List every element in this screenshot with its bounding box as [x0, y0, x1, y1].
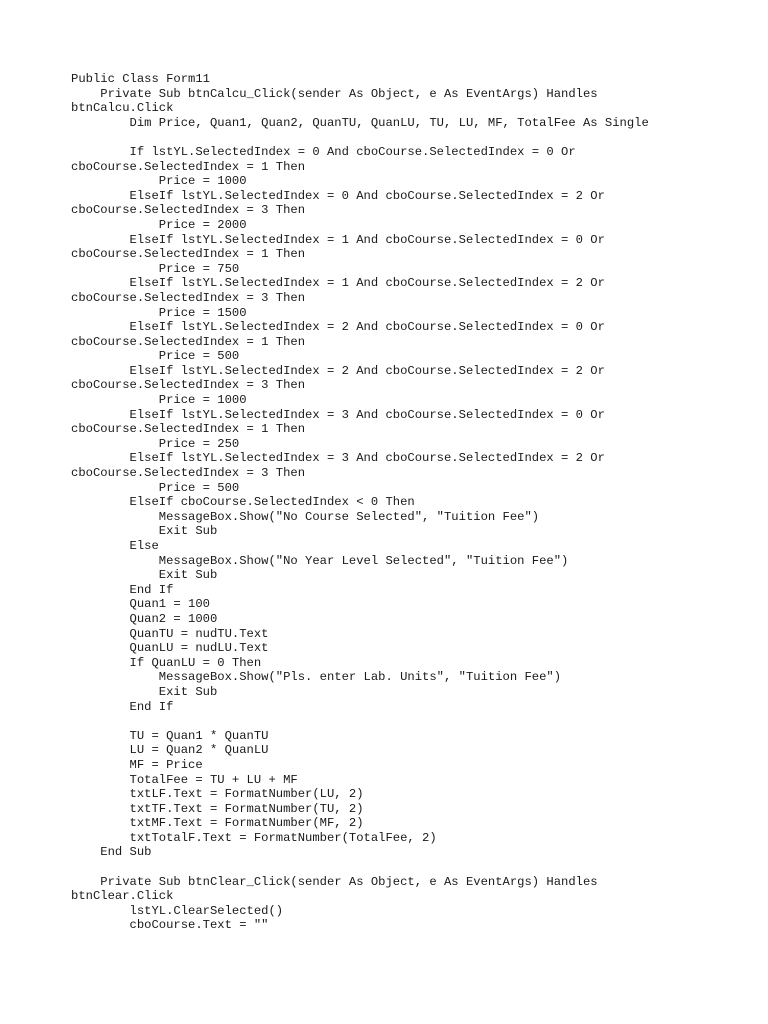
code-line: ElseIf cboCourse.SelectedIndex < 0 Then — [71, 495, 415, 510]
code-line: btnClear.Click — [71, 889, 174, 904]
code-line: cboCourse.SelectedIndex = 3 Then — [71, 203, 306, 218]
code-line: Price = 1000 — [71, 393, 247, 408]
code-line: End If — [71, 582, 174, 597]
code-line — [71, 714, 731, 729]
code-line: ElseIf lstYL.SelectedIndex = 0 And cboCourse.SelectedIndex = 2 Or — [71, 188, 605, 203]
code-line: cboCourse.SelectedIndex = 3 Then — [71, 378, 306, 393]
code-line: QuanTU = nudTU.Text — [71, 626, 269, 641]
code-line: Public Class Form11 — [71, 72, 210, 86]
code-line: ElseIf lstYL.SelectedIndex = 2 And cboCourse.SelectedIndex = 0 Or — [71, 320, 605, 335]
code-line: Price = 1000 — [71, 174, 247, 189]
code-line: MessageBox.Show("Pls. enter Lab. Units", "Tuition Fee") — [71, 670, 562, 685]
code-line: Else — [71, 539, 159, 553]
code-line: LU = Quan2 * QuanLU — [71, 743, 269, 758]
code-line: Exit Sub — [71, 568, 218, 583]
code-line: Price = 500 — [71, 349, 240, 364]
code-line: TotalFee = TU + LU + MF — [71, 772, 298, 787]
code-line: Price = 500 — [71, 480, 240, 495]
code-line: ElseIf lstYL.SelectedIndex = 3 And cboCourse.SelectedIndex = 0 Or — [71, 407, 605, 422]
code-line: ElseIf lstYL.SelectedIndex = 1 And cboCourse.SelectedIndex = 2 Or — [71, 276, 605, 291]
code-line: If QuanLU = 0 Then — [71, 655, 262, 670]
code-line: If lstYL.SelectedIndex = 0 And cboCourse.SelectedIndex = 0 Or — [71, 144, 576, 159]
code-line: cboCourse.SelectedIndex = 1 Then — [71, 422, 306, 437]
code-line: txtTF.Text = FormatNumber(TU, 2) — [71, 801, 364, 816]
code-line: ElseIf lstYL.SelectedIndex = 1 And cboCourse.SelectedIndex = 0 Or — [71, 232, 605, 247]
code-line: lstYL.ClearSelected() — [71, 903, 284, 918]
code-line: Price = 1500 — [71, 305, 247, 320]
code-line: Exit Sub — [71, 684, 218, 699]
code-line: End Sub — [71, 845, 152, 860]
code-line: txtTotalF.Text = FormatNumber(TotalFee, 2) — [71, 830, 437, 845]
code-line: Quan1 = 100 — [71, 597, 210, 612]
code-line: Quan2 = 1000 — [71, 611, 218, 626]
code-line: txtLF.Text = FormatNumber(LU, 2) — [71, 787, 364, 802]
code-line: cboCourse.SelectedIndex = 1 Then — [71, 159, 306, 174]
code-line: cboCourse.SelectedIndex = 1 Then — [71, 247, 306, 262]
code-line: TU = Quan1 * QuanTU — [71, 728, 269, 743]
code-line: Dim Price, Quan1, Quan2, QuanTU, QuanLU, TU, LU, MF, TotalFee As Single — [71, 115, 649, 130]
code-line: MessageBox.Show("No Year Level Selected", "Tuition Fee") — [71, 553, 569, 568]
code-line: txtMF.Text = FormatNumber(MF, 2) — [71, 816, 364, 831]
code-line: Price = 2000 — [71, 217, 247, 232]
code-line: cboCourse.SelectedIndex = 1 Then — [71, 334, 306, 349]
code-line: cboCourse.SelectedIndex = 3 Then — [71, 466, 306, 481]
code-line — [71, 130, 731, 145]
code-line: Price = 750 — [71, 261, 240, 276]
code-line: ElseIf lstYL.SelectedIndex = 2 And cboCourse.SelectedIndex = 2 Or — [71, 363, 605, 378]
code-line: cboCourse.SelectedIndex = 3 Then — [71, 290, 306, 305]
code-line: ElseIf lstYL.SelectedIndex = 3 And cboCourse.SelectedIndex = 2 Or — [71, 451, 605, 466]
code-listing — [71, 72, 731, 933]
code-line: cboCourse.Text = "" — [71, 918, 269, 933]
code-line: QuanLU = nudLU.Text — [71, 641, 269, 656]
code-line: Private Sub btnClear_Click(sender As Object, e As EventArgs) Handles — [71, 874, 598, 889]
code-line — [71, 860, 731, 875]
code-line: End If — [71, 699, 174, 714]
code-line: Private Sub btnCalcu_Click(sender As Object, e As EventArgs) Handles — [71, 86, 598, 101]
code-line: MF = Price — [71, 757, 203, 772]
code-line: MessageBox.Show("No Course Selected", "Tuition Fee") — [71, 509, 540, 524]
code-line: Exit Sub — [71, 524, 218, 539]
code-line: btnCalcu.Click — [71, 101, 174, 116]
code-line: Price = 250 — [71, 436, 240, 451]
